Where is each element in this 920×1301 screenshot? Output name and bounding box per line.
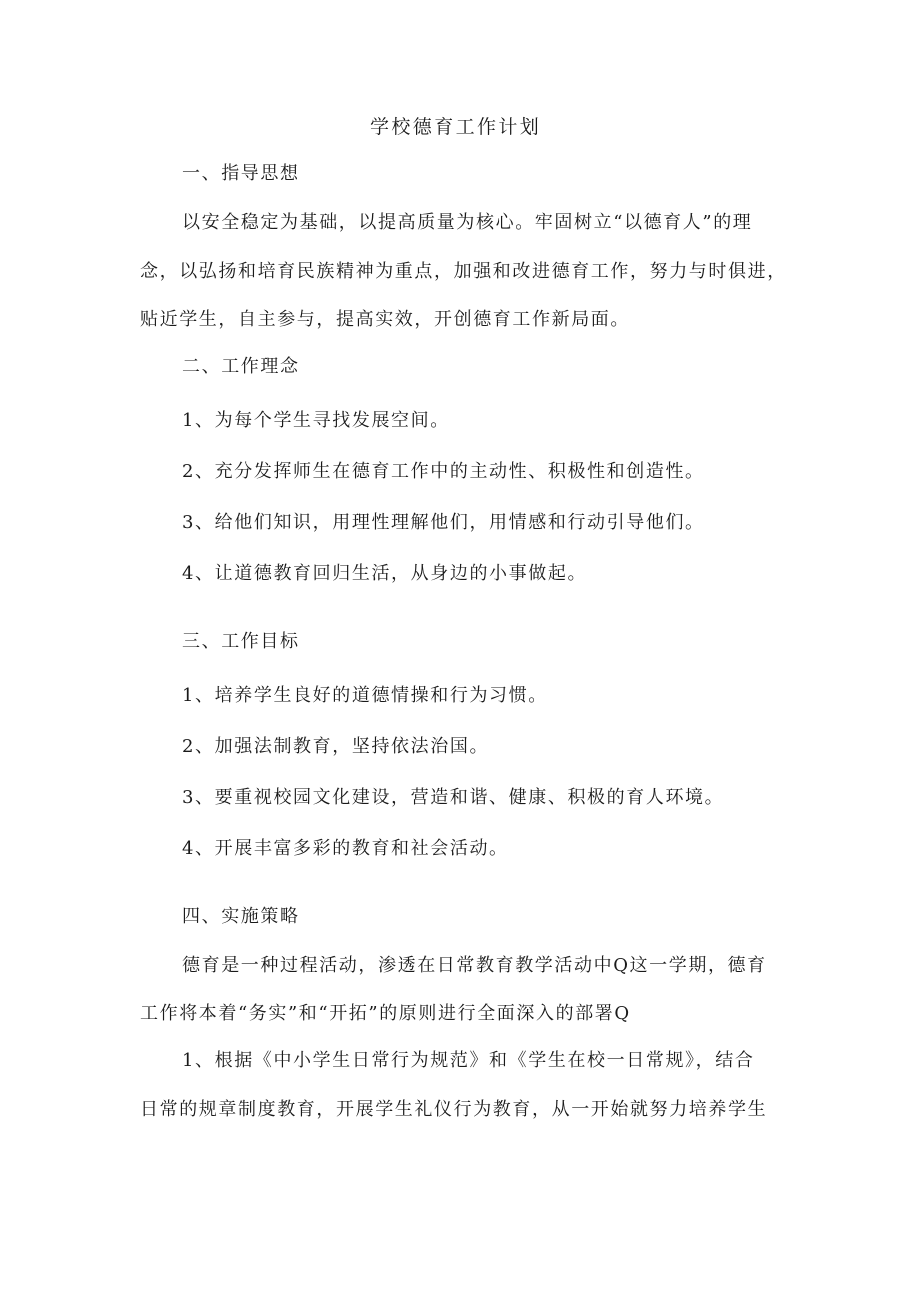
section-heading-3: 三、工作目标: [182, 631, 300, 652]
list-item: 2、充分发挥师生在德育工作中的主动性、积极性和创造性。: [182, 461, 705, 482]
paragraph-line: 1、根据《中小学生日常行为规范》和《学生在校一日常规》，结合: [182, 1050, 755, 1071]
list-item: 3、给他们知识，用理性理解他们，用情感和行动引导他们。: [182, 512, 705, 533]
paragraph-line: 德育是一种过程活动，渗透在日常教育教学活动中Q这一学期，德育: [182, 955, 767, 976]
paragraph-line: 日常的规章制度教育，开展学生礼仪行为教育，从一开始就努力培养学生: [140, 1099, 768, 1120]
paragraph-line: 念，以弘扬和培育民族精神为重点，加强和改进德育工作，努力与时俱进，: [140, 261, 787, 282]
list-item: 4、开展丰富多彩的教育和社会活动。: [182, 838, 509, 859]
list-item: 2、加强法制教育，坚持依法治国。: [182, 736, 490, 757]
list-item: 3、要重视校园文化建设，营造和谐、健康、积极的育人环境。: [182, 787, 725, 808]
paragraph-line: 贴近学生，自主参与，提高实效，开创德育工作新局面。: [140, 309, 630, 330]
list-item: 4、让道德教育回归生活，从身边的小事做起。: [182, 563, 588, 584]
list-item: 1、培养学生良好的道德情操和行为习惯。: [182, 685, 548, 706]
paragraph-line: 以安全稳定为基础，以提高质量为核心。牢固树立“以德育人”的理: [182, 212, 753, 233]
list-item: 1、为每个学生寻找发展空间。: [182, 410, 450, 431]
document-title: 学校德育工作计划: [370, 116, 542, 138]
section-heading-4: 四、实施策略: [182, 906, 300, 927]
section-heading-2: 二、工作理念: [182, 356, 300, 377]
paragraph-line: 工作将本着“务实”和“开拓”的原则进行全面深入的部署Q: [140, 1003, 631, 1024]
section-heading-1: 一、指导思想: [182, 163, 300, 184]
